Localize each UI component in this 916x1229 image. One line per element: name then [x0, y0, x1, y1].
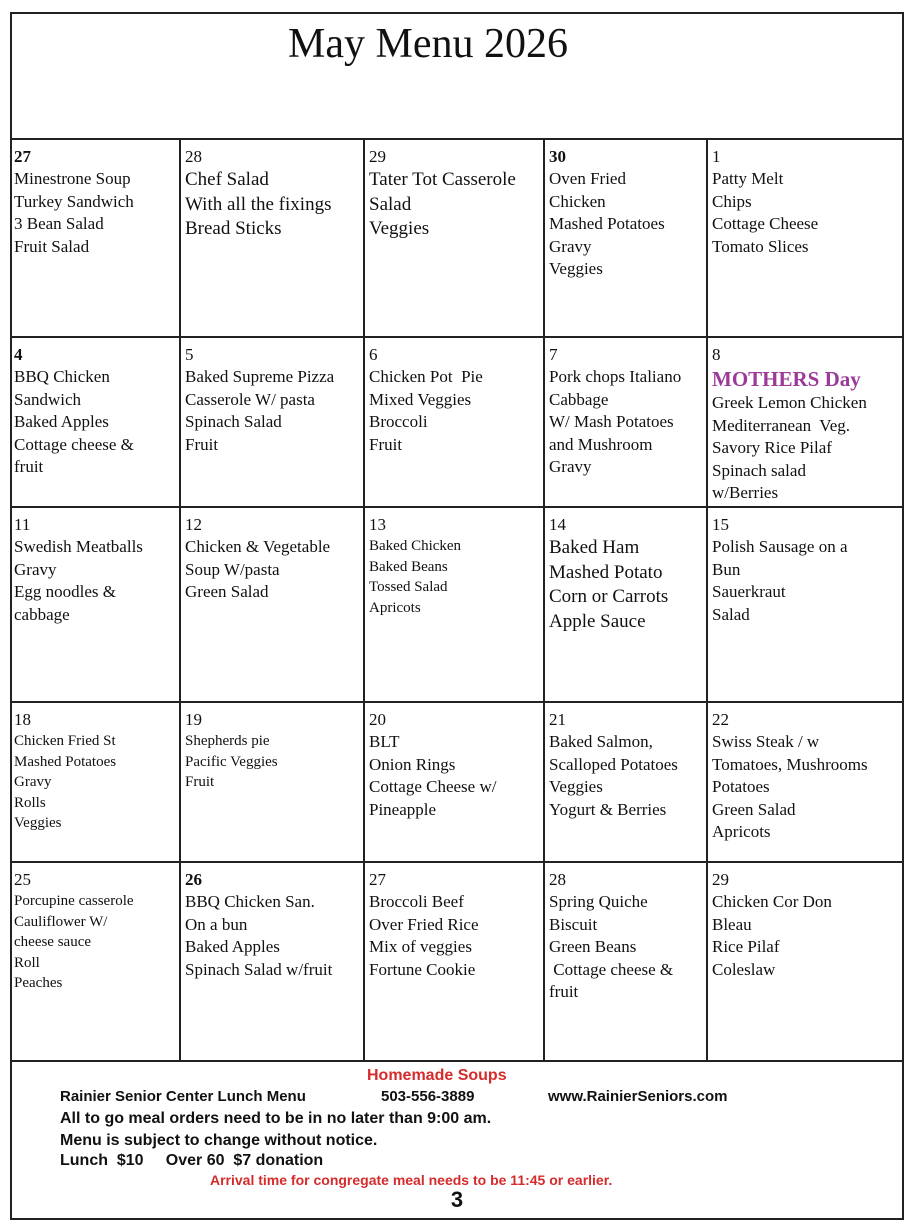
day-cell	[545, 508, 708, 701]
day-number: 1	[712, 147, 721, 166]
menu-item: Yogurt & Berries	[549, 799, 667, 819]
day-number: 29	[369, 147, 386, 166]
day-number: 14	[549, 515, 566, 534]
day-cell	[365, 338, 545, 506]
day-cell	[708, 863, 904, 1060]
menu-item: Bleau	[712, 914, 752, 934]
menu-item: Cabbage	[549, 389, 609, 409]
day-number: 28	[185, 147, 202, 166]
menu-item: Pineapple	[369, 799, 437, 819]
menu-item: BLT	[369, 732, 400, 751]
day-number: 26	[185, 870, 202, 889]
menu-item: Sandwich	[14, 389, 82, 409]
day-cell	[708, 338, 904, 506]
menu-item: Patty Melt	[712, 169, 784, 188]
menu-item: Soup W/pasta	[185, 559, 280, 579]
menu-item: Cottage Cheese	[712, 214, 819, 233]
day-number: 19	[185, 710, 202, 729]
menu-item: Chicken	[549, 191, 606, 211]
menu-item: Pacific Veggies	[185, 753, 278, 770]
day-cell	[10, 140, 181, 336]
special-day-label: MOTHERS Day	[712, 367, 861, 391]
menu-item: Chicken & Vegetable	[185, 537, 331, 556]
menu-item: Potatoes	[712, 777, 770, 796]
menu-item: Spinach Salad	[185, 412, 282, 431]
menu-item: Broccoli Beef	[369, 892, 464, 911]
day-number: 6	[369, 345, 378, 364]
menu-item: Swiss Steak / w	[712, 732, 820, 751]
menu-item: Greek Lemon Chicken	[712, 393, 867, 412]
menu-item: Green Salad	[712, 799, 796, 819]
menu-item: Veggies	[369, 218, 430, 239]
menu-item: Casserole W/ pasta	[185, 389, 315, 409]
menu-item: Polish Sausage on a	[712, 537, 848, 556]
menu-item: Cottage Cheese w/	[369, 777, 497, 796]
day-number: 7	[549, 345, 558, 364]
menu-item: On a bun	[185, 914, 248, 934]
center-name: Rainier Senior Center Lunch Menu	[60, 1088, 306, 1105]
day-cell	[181, 508, 365, 701]
menu-item: Fruit	[369, 434, 403, 454]
menu-item: fruit	[549, 982, 579, 1001]
menu-item: Gravy	[14, 559, 57, 579]
menu-item: Chef Salad	[185, 169, 269, 190]
menu-item: Oven Fried	[549, 169, 626, 188]
day-cell	[181, 140, 365, 336]
menu-item: Fruit Salad	[14, 236, 90, 256]
menu-item: Veggies	[549, 259, 603, 278]
menu-item: Corn or Carrots	[549, 586, 669, 607]
menu-item: Chicken Pot Pie	[369, 367, 483, 386]
day-cell	[708, 140, 904, 336]
menu-item: Onion Rings	[369, 754, 456, 774]
menu-item: Baked Salmon,	[549, 732, 653, 751]
menu-item: fruit	[14, 457, 44, 476]
menu-item: Rolls	[14, 794, 46, 811]
page-title: May Menu 2026	[288, 21, 568, 67]
menu-item: Chicken Fried St	[14, 733, 116, 749]
menu-item: Bread Sticks	[185, 218, 282, 239]
menu-item: With all the fixings	[185, 193, 332, 215]
day-cell	[181, 703, 365, 861]
day-number: 4	[14, 345, 23, 364]
week-row	[10, 863, 904, 1062]
menu-item: Tomato Slices	[712, 236, 809, 256]
day-cell	[10, 863, 181, 1060]
menu-item: Gravy	[549, 457, 592, 476]
day-cell	[10, 703, 181, 861]
menu-item: Broccoli	[369, 412, 428, 431]
arrival-time-note: Arrival time for congregate meal needs to be 11:45 or earlier.	[210, 1172, 613, 1188]
menu-item: Spring Quiche	[549, 892, 648, 911]
menu-item: Swedish Meatballs	[14, 537, 143, 556]
menu-item: Sauerkraut	[712, 582, 786, 601]
menu-item: Turkey Sandwich	[14, 191, 134, 211]
day-number: 21	[549, 710, 566, 729]
menu-item: Salad	[712, 604, 750, 624]
menu-item: Baked Apples	[185, 937, 280, 956]
menu-item: Scalloped Potatoes	[549, 754, 678, 774]
order-deadline-note: All to go meal orders need to be in no later than 9:00 am.	[60, 1110, 492, 1127]
day-number: 8	[712, 345, 721, 364]
menu-item: Fruit	[185, 434, 219, 454]
menu-item: Peaches	[14, 975, 63, 991]
menu-item: cabbage	[14, 604, 70, 624]
menu-item: Spinach Salad w/fruit	[185, 959, 333, 979]
day-cell	[10, 338, 181, 506]
menu-item: 3 Bean Salad	[14, 214, 104, 233]
day-number: 27	[14, 147, 31, 166]
menu-item: Baked Chicken	[369, 538, 462, 554]
menu-item: Veggies	[14, 815, 62, 831]
day-number: 5	[185, 345, 194, 364]
week-row	[10, 703, 904, 863]
menu-item: Porcupine casserole	[14, 893, 134, 909]
phone-number: 503-556-3889	[381, 1088, 475, 1105]
menu-item: Mashed Potatoes	[14, 753, 117, 770]
menu-item: Mixed Veggies	[369, 389, 472, 409]
menu-item: Mashed Potato	[549, 561, 663, 583]
menu-item: Baked Supreme Pizza	[185, 367, 335, 386]
day-number: 28	[549, 870, 566, 889]
menu-item: Apricots	[369, 599, 421, 616]
menu-item: Tater Tot Casserole	[369, 169, 516, 190]
day-cell	[181, 863, 365, 1060]
day-cell	[545, 863, 708, 1060]
day-cell	[181, 338, 365, 506]
day-cell	[10, 508, 181, 701]
menu-item: Baked Ham	[549, 537, 640, 558]
menu-item: cheese sauce	[14, 934, 92, 950]
day-number: 13	[369, 515, 386, 534]
menu-calendar	[10, 138, 904, 1060]
menu-item: BBQ Chicken San.	[185, 892, 315, 911]
menu-item: Coleslaw	[712, 959, 776, 979]
menu-item: BBQ Chicken	[14, 367, 110, 386]
day-cell	[545, 338, 708, 506]
menu-item: Green Salad	[185, 582, 269, 601]
menu-item: Mix of veggies	[369, 937, 472, 956]
menu-item: Chips	[712, 191, 752, 211]
day-number: 15	[712, 515, 729, 534]
day-number: 25	[14, 870, 31, 889]
menu-item: Mashed Potatoes	[549, 214, 665, 233]
menu-item: and Mushroom	[549, 434, 653, 454]
day-cell	[365, 140, 545, 336]
price-info: Lunch $10 Over 60 $7 donation	[60, 1152, 324, 1169]
website-link[interactable]: www.RainierSeniors.com	[548, 1088, 728, 1105]
day-cell	[545, 703, 708, 861]
menu-item: Over Fried Rice	[369, 914, 479, 934]
day-cell	[708, 508, 904, 701]
menu-item: Egg noodles &	[14, 582, 116, 601]
menu-item: Veggies	[549, 777, 603, 796]
week-row	[10, 508, 904, 703]
menu-item: Gravy	[14, 774, 52, 790]
menu-item: Baked Apples	[14, 412, 109, 431]
menu-item: Roll	[14, 954, 40, 971]
day-number: 27	[369, 870, 386, 889]
menu-item: Biscuit	[549, 914, 598, 934]
menu-item: Bun	[712, 559, 741, 579]
week-row	[10, 140, 904, 338]
week-row	[10, 338, 904, 508]
menu-item: Gravy	[549, 236, 592, 256]
page-number: 3	[450, 1187, 464, 1212]
homemade-soups-note: Homemade Soups	[367, 1067, 507, 1084]
menu-item: Savory Rice Pilaf	[712, 438, 832, 457]
day-cell	[365, 703, 545, 861]
menu-item: w/Berries	[712, 483, 779, 502]
menu-item: Mediterranean Veg.	[712, 415, 850, 435]
menu-item: Cottage cheese &	[14, 434, 134, 454]
day-number: 12	[185, 515, 202, 534]
day-cell	[545, 140, 708, 336]
menu-item: Tossed Salad	[369, 579, 448, 595]
day-number: 30	[549, 147, 566, 166]
menu-item: Fortune Cookie	[369, 959, 476, 979]
menu-item: Green Beans	[549, 937, 637, 956]
menu-item: Apple Sauce	[549, 610, 646, 632]
day-number: 20	[369, 710, 386, 729]
menu-item: Chicken Cor Don	[712, 892, 832, 911]
menu-item: Fruit	[185, 774, 215, 790]
menu-item: Salad	[369, 193, 412, 215]
menu-item: Cottage cheese &	[549, 959, 674, 979]
menu-item: Apricots	[712, 822, 771, 841]
menu-item: Tomatoes, Mushrooms	[712, 754, 868, 774]
menu-item: Shepherds pie	[185, 733, 270, 749]
day-number: 18	[14, 710, 31, 729]
menu-item: Spinach salad	[712, 460, 806, 480]
day-cell	[365, 863, 545, 1060]
menu-item: Minestrone Soup	[14, 169, 131, 188]
menu-item: Cauliflower W/	[14, 913, 108, 930]
day-cell	[365, 508, 545, 701]
menu-item: Rice Pilaf	[712, 937, 780, 956]
day-number: 29	[712, 870, 729, 889]
day-number: 11	[14, 515, 31, 534]
menu-item: Baked Beans	[369, 558, 448, 575]
menu-item: W/ Mash Potatoes	[549, 412, 674, 431]
day-cell	[708, 703, 904, 861]
day-number: 22	[712, 710, 729, 729]
change-notice: Menu is subject to change without notice.	[60, 1132, 378, 1149]
menu-item: Pork chops Italiano	[549, 367, 682, 386]
